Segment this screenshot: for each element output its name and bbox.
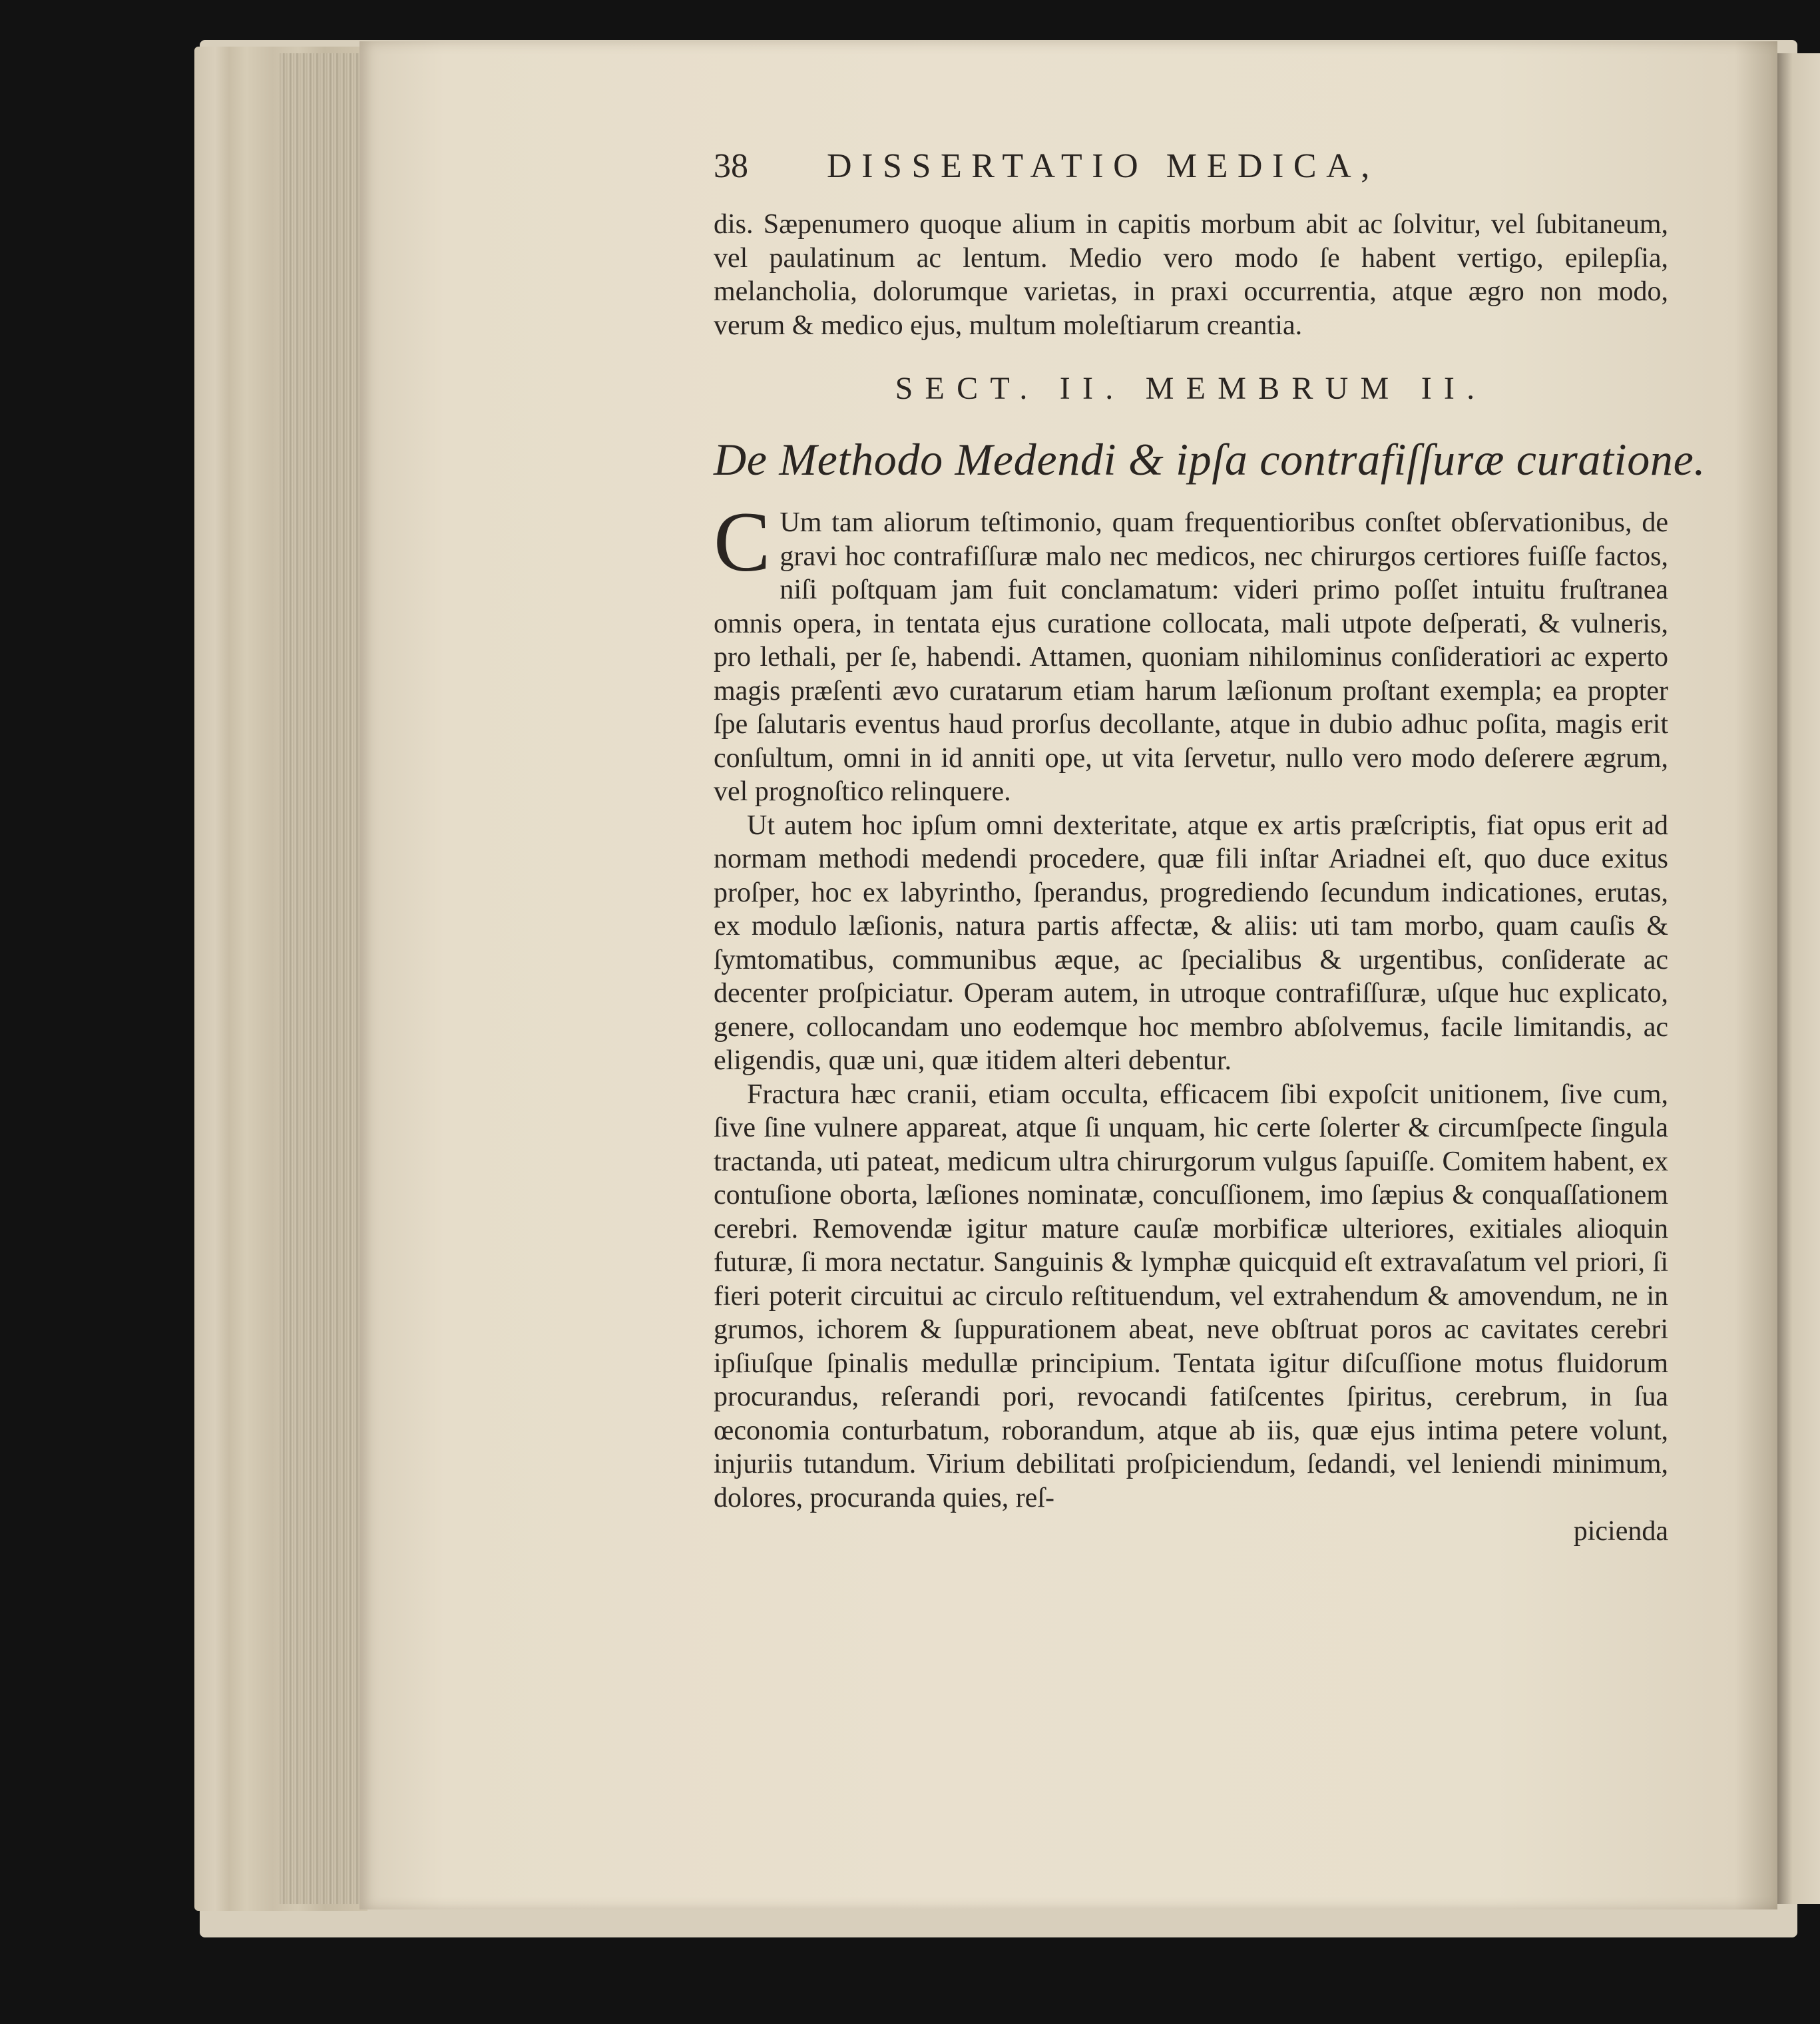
paragraph-1-text: Um tam aliorum teſtimonio, quam frequentioribus conſtet obſervationibus, de gravi hoc contrafiſſuræ malo nec medicos, nec chirurgos certiores fuiſſe factos, niſi poſtquam jam fuit conclamatum: videri primo poſſet intuitu fruſtranea omnis opera, in tentata ejus curatione collocata, mali utpote deſperati, & vulneris, pro lethali, per ſe, habendi. Attamen, quoniam nihilominus conſideratiori ac experto magis præſenti ævo curatarum etiam harum læſionum proſtant exempla; ea propter ſpe ſalutaris eventus haud prorſus decollante, atque in dubio adhuc poſita, magis erit conſultum, omni in id anniti ope, ut vita ſervetur, nullo vero modo deſerere ægrum, vel prognoſtico relinquere. [714,507,1668,807]
page-text [714,146,1706,1548]
running-head: DISSERTATIO MEDICA, [827,147,1379,185]
section-subtitle: De Methodo Medendi & ipſa contrafiſſuræ curatione. [714,434,1706,485]
paragraph-3: Fractura hæc cranii, etiam occulta, efficacem ſibi expoſcit unitionem, ſive cum, ſive ſine vulnere appareat, atque ſi unquam, hic certe ſolerter & circumſpecte ſingula tractanda, uti pateat, medicum ultra chirurgorum vulgus ſapuiſſe. Comitem habent, ex contuſione oborta, læſiones nominatæ, concuſſionem, imo ſæpius & conquaſſationem cerebri. Removendæ igitur mature cauſæ morbificæ ulteriores, exitiales alioquin futuræ, ſi mora nectatur. Sanguinis & lymphæ quicquid eſt extravaſatum vel priori, ſi fieri poterit circuitui ac circulo reſtituendum, vel extrahendum & amovendum, ne in grumos, ichorem & ſuppurationem abeat, neve obſtruat poros ac cavitates cerebri ipſiuſque ſpinalis medullæ principium. Tentata igitur diſcuſſione motus fluidorum procurandus, reſerandi pori, revocandi fatiſcentes ſpiritus, cerebrum, in ſua œconomia conturbatum, roborandum, atque ab iis, quæ ejus intima petere volunt, injuriis tutandum. Virium debilitati proſpiciendum, ſedandi, vel leniendi minimum, dolores, procuranda quies, reſ- [714,1079,1668,1513]
paragraph-1 [714,495,1668,809]
opening-paragraph: dis. Sæpenumero quoque alium in capitis morbum abit ac ſolvitur, vel ſubitaneum, vel paulatinum ac lentum. Medio vero modo ſe habent vertigo, epilepſia, melancholia, dolorumque varietas, in praxi occurrentia, atque ægro non modo, verum & medico ejus, multum moleſtiarum creantia. [714,209,1668,341]
page-number: 38 [714,147,748,185]
page-stack-edges [280,53,359,1904]
catchword: picienda [1573,1516,1668,1547]
facing-page-edge [1777,53,1820,1904]
paragraph-2: Ut autem hoc ipſum omni dexteritate, atque ex artis præſcriptis, fiat opus erit ad normam methodi medendi procedere, quæ fili inſtar Ariadnei eſt, quo duce exitus proſper, hoc ex labyrintho, ſperandus, progrediendo ſecundum indicationes, erutas, ex modulo læſionis, natura partis affectæ, & aliis: uti tam morbo, quam cauſis & ſymtomatibus, communibus æque, ac ſpecialibus & urgentibus, conſiderate ac decenter proſpiciatur. Operam autem, in utroque contrafiſſuræ, uſque huc explicato, genere, collocandam uno eodemque hoc membro abſolvemus, facile limitandis, ac eligendis, quæ uni, quæ itidem alteri debentur. [714,810,1668,1076]
drop-cap: C [714,495,771,589]
page-header [714,146,1668,208]
section-heading: SECT. II. MEMBRUM II. [895,371,1487,406]
